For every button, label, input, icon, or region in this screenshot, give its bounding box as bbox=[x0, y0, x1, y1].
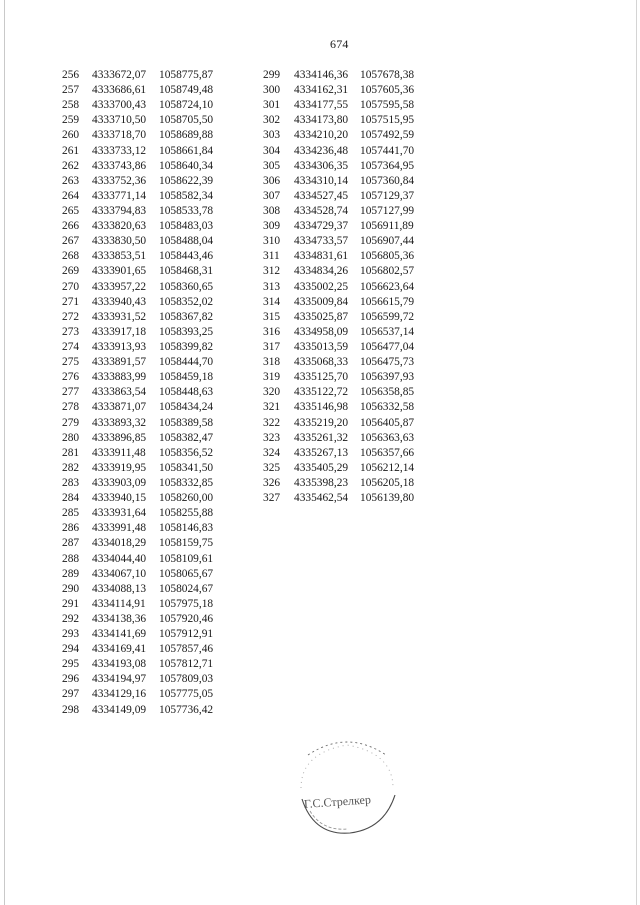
coordinate-row bbox=[62, 370, 229, 385]
y-coordinate: 1057605,36 bbox=[360, 84, 415, 97]
point-number: 314 bbox=[263, 295, 281, 308]
coordinate-row bbox=[62, 536, 229, 551]
x-coordinate: 4333940,15 bbox=[92, 492, 147, 505]
coordinate-row bbox=[62, 657, 229, 672]
point-number: 297 bbox=[62, 688, 80, 701]
y-coordinate: 1057678,38 bbox=[360, 69, 415, 81]
x-coordinate: 4333710,50 bbox=[92, 114, 147, 127]
y-coordinate: 1058483,03 bbox=[159, 220, 214, 233]
x-coordinate: 4334114,91 bbox=[92, 597, 146, 610]
y-coordinate: 1056139,80 bbox=[360, 492, 415, 505]
y-coordinate: 1056599,72 bbox=[360, 310, 415, 323]
x-coordinate: 4333931,52 bbox=[92, 310, 147, 323]
x-coordinate: 4334193,08 bbox=[92, 658, 147, 671]
coordinate-row bbox=[263, 295, 430, 310]
y-coordinate: 1056802,57 bbox=[360, 265, 415, 278]
coordinate-row bbox=[62, 98, 229, 113]
scan-edge-left bbox=[4, 0, 5, 905]
x-coordinate: 4334044,40 bbox=[92, 552, 147, 565]
point-number: 312 bbox=[263, 265, 281, 278]
point-number: 318 bbox=[263, 356, 281, 369]
coordinate-row bbox=[62, 491, 229, 506]
x-coordinate: 4334141,69 bbox=[92, 628, 147, 641]
x-coordinate: 4334169,41 bbox=[92, 643, 147, 656]
coordinate-row bbox=[62, 83, 229, 98]
y-coordinate: 1056363,63 bbox=[360, 431, 415, 444]
x-coordinate: 4333940,43 bbox=[92, 295, 147, 308]
coordinate-row bbox=[263, 310, 430, 325]
y-coordinate: 1056911,89 bbox=[360, 220, 414, 233]
coordinate-row bbox=[263, 128, 430, 143]
coordinate-row bbox=[62, 234, 229, 249]
stamp-signature-text: Г.С.Стрелкер bbox=[303, 792, 372, 811]
y-coordinate: 1058582,34 bbox=[159, 189, 214, 202]
point-number: 275 bbox=[62, 356, 80, 369]
point-number: 316 bbox=[263, 325, 281, 338]
y-coordinate: 1057364,95 bbox=[360, 159, 415, 172]
y-coordinate: 1058724,10 bbox=[159, 99, 214, 112]
point-number: 325 bbox=[263, 461, 281, 474]
coordinate-row bbox=[62, 446, 229, 461]
coordinate-row bbox=[263, 144, 430, 159]
point-number: 261 bbox=[62, 144, 80, 157]
coordinate-row bbox=[62, 174, 229, 189]
y-coordinate: 1058399,82 bbox=[159, 340, 214, 353]
point-number: 298 bbox=[62, 703, 80, 716]
point-number: 259 bbox=[62, 114, 80, 127]
x-coordinate: 4333901,65 bbox=[92, 265, 147, 278]
x-coordinate: 4334834,26 bbox=[294, 265, 349, 278]
point-number: 271 bbox=[62, 295, 80, 308]
y-coordinate: 1058367,82 bbox=[159, 310, 214, 323]
point-number: 321 bbox=[263, 401, 281, 414]
point-number: 322 bbox=[263, 416, 281, 429]
point-number: 263 bbox=[62, 174, 80, 187]
y-coordinate: 1056537,14 bbox=[360, 325, 415, 338]
page-number: 674 bbox=[330, 37, 349, 51]
x-coordinate: 4334236,48 bbox=[294, 144, 349, 157]
y-coordinate: 1058109,61 bbox=[159, 552, 214, 565]
x-coordinate: 4334733,57 bbox=[294, 235, 349, 248]
point-number: 300 bbox=[263, 84, 281, 97]
coordinate-row bbox=[263, 400, 430, 415]
point-number: 287 bbox=[62, 537, 80, 550]
coordinate-row bbox=[62, 552, 229, 567]
y-coordinate: 1057360,84 bbox=[360, 174, 415, 187]
x-coordinate: 4333917,18 bbox=[92, 325, 147, 338]
point-number: 293 bbox=[62, 628, 80, 641]
coordinate-row bbox=[263, 370, 430, 385]
coordinate-row bbox=[263, 189, 430, 204]
coordinate-row bbox=[62, 642, 229, 657]
y-coordinate: 1058488,04 bbox=[159, 235, 214, 248]
point-number: 308 bbox=[263, 204, 281, 217]
y-coordinate: 1058533,78 bbox=[159, 204, 214, 217]
point-number: 268 bbox=[62, 250, 80, 263]
coordinate-row bbox=[263, 234, 430, 249]
x-coordinate: 4333771,14 bbox=[92, 189, 147, 202]
x-coordinate: 4333957,22 bbox=[92, 280, 147, 293]
y-coordinate: 1058468,31 bbox=[159, 265, 214, 278]
coordinate-row bbox=[263, 68, 430, 83]
coordinate-row bbox=[263, 264, 430, 279]
coordinate-row bbox=[62, 506, 229, 521]
point-number: 278 bbox=[62, 401, 80, 414]
y-coordinate: 1056358,85 bbox=[360, 386, 415, 399]
point-number: 286 bbox=[62, 522, 80, 535]
y-coordinate: 1057595,58 bbox=[360, 99, 415, 112]
y-coordinate: 1057515,95 bbox=[360, 114, 415, 127]
point-number: 284 bbox=[62, 492, 80, 505]
point-number: 273 bbox=[62, 325, 80, 338]
x-coordinate: 4334088,13 bbox=[92, 582, 147, 595]
coordinate-table-left bbox=[62, 68, 229, 718]
point-number: 313 bbox=[263, 280, 281, 293]
point-number: 256 bbox=[62, 69, 80, 81]
y-coordinate: 1058360,65 bbox=[159, 280, 214, 293]
y-coordinate: 1058661,84 bbox=[159, 144, 214, 157]
x-coordinate: 4335068,33 bbox=[294, 356, 349, 369]
point-number: 282 bbox=[62, 461, 80, 474]
coordinate-row bbox=[62, 582, 229, 597]
y-coordinate: 1058382,47 bbox=[159, 431, 214, 444]
coordinate-row bbox=[263, 431, 430, 446]
point-number: 307 bbox=[263, 189, 281, 202]
x-coordinate: 4334527,45 bbox=[294, 189, 349, 202]
point-number: 257 bbox=[62, 84, 80, 97]
x-coordinate: 4334067,10 bbox=[92, 567, 147, 580]
coordinate-row bbox=[263, 461, 430, 476]
y-coordinate: 1058448,63 bbox=[159, 386, 214, 399]
x-coordinate: 4333794,83 bbox=[92, 204, 147, 217]
y-coordinate: 1058389,58 bbox=[159, 416, 214, 429]
coordinate-row bbox=[62, 128, 229, 143]
coordinate-row bbox=[62, 672, 229, 687]
point-number: 258 bbox=[62, 99, 80, 112]
y-coordinate: 1057857,46 bbox=[159, 643, 214, 656]
coordinate-row bbox=[62, 204, 229, 219]
point-number: 285 bbox=[62, 507, 80, 520]
coordinate-row bbox=[263, 280, 430, 295]
y-coordinate: 1057129,37 bbox=[360, 189, 415, 202]
point-number: 288 bbox=[62, 552, 80, 565]
coordinate-row bbox=[62, 627, 229, 642]
coordinate-row bbox=[62, 567, 229, 582]
y-coordinate: 1058356,52 bbox=[159, 446, 214, 459]
x-coordinate: 4333700,43 bbox=[92, 99, 147, 112]
coordinate-row bbox=[263, 219, 430, 234]
x-coordinate: 4335219,20 bbox=[294, 416, 349, 429]
y-coordinate: 1058341,50 bbox=[159, 461, 214, 474]
coordinate-row bbox=[263, 340, 430, 355]
y-coordinate: 1058065,67 bbox=[159, 567, 214, 580]
x-coordinate: 4333743,86 bbox=[92, 159, 147, 172]
x-coordinate: 4333893,32 bbox=[92, 416, 147, 429]
x-coordinate: 4334146,36 bbox=[294, 69, 349, 81]
point-number: 280 bbox=[62, 431, 80, 444]
x-coordinate: 4334306,35 bbox=[294, 159, 349, 172]
coordinate-row bbox=[62, 521, 229, 536]
y-coordinate: 1058159,75 bbox=[159, 537, 214, 550]
coordinate-row bbox=[263, 159, 430, 174]
x-coordinate: 4333686,61 bbox=[92, 84, 147, 97]
y-coordinate: 1058749,48 bbox=[159, 84, 214, 97]
point-number: 320 bbox=[263, 386, 281, 399]
y-coordinate: 1056205,18 bbox=[360, 476, 415, 489]
x-coordinate: 4333733,12 bbox=[92, 144, 147, 157]
point-number: 326 bbox=[263, 476, 281, 489]
point-number: 304 bbox=[263, 144, 281, 157]
y-coordinate: 1058434,24 bbox=[159, 401, 214, 414]
coordinate-row bbox=[62, 340, 229, 355]
y-coordinate: 1058260,00 bbox=[159, 492, 214, 505]
point-number: 290 bbox=[62, 582, 80, 595]
point-number: 319 bbox=[263, 371, 281, 384]
y-coordinate: 1058146,83 bbox=[159, 522, 214, 535]
y-coordinate: 1057912,91 bbox=[159, 628, 214, 641]
x-coordinate: 4333883,99 bbox=[92, 371, 147, 384]
y-coordinate: 1058393,25 bbox=[159, 325, 214, 338]
y-coordinate: 1058622,39 bbox=[159, 174, 214, 187]
point-number: 279 bbox=[62, 416, 80, 429]
coordinate-row bbox=[62, 400, 229, 415]
y-coordinate: 1058775,87 bbox=[159, 69, 214, 81]
x-coordinate: 4335405,29 bbox=[294, 461, 349, 474]
y-coordinate: 1056615,79 bbox=[360, 295, 415, 308]
x-coordinate: 4335009,84 bbox=[294, 295, 349, 308]
x-coordinate: 4334149,09 bbox=[92, 703, 147, 716]
point-number: 305 bbox=[263, 159, 281, 172]
point-number: 283 bbox=[62, 476, 80, 489]
y-coordinate: 1058443,46 bbox=[159, 250, 214, 263]
point-number: 281 bbox=[62, 446, 80, 459]
signature-stamp bbox=[292, 733, 402, 843]
point-number: 274 bbox=[62, 340, 80, 353]
y-coordinate: 1058352,02 bbox=[159, 295, 214, 308]
x-coordinate: 4335013,59 bbox=[294, 340, 349, 353]
x-coordinate: 4334129,16 bbox=[92, 688, 147, 701]
coordinate-row bbox=[62, 219, 229, 234]
y-coordinate: 1057492,59 bbox=[360, 129, 415, 142]
coordinate-row bbox=[62, 416, 229, 431]
x-coordinate: 4334173,80 bbox=[294, 114, 349, 127]
point-number: 267 bbox=[62, 235, 80, 248]
x-coordinate: 4335125,70 bbox=[294, 371, 349, 384]
coordinate-row bbox=[62, 703, 229, 718]
x-coordinate: 4334177,55 bbox=[294, 99, 349, 112]
x-coordinate: 4333919,95 bbox=[92, 461, 147, 474]
point-number: 266 bbox=[62, 220, 80, 233]
x-coordinate: 4334310,14 bbox=[294, 174, 349, 187]
point-number: 295 bbox=[62, 658, 80, 671]
y-coordinate: 1058255,88 bbox=[159, 507, 214, 520]
coordinate-row bbox=[62, 461, 229, 476]
y-coordinate: 1057812,71 bbox=[159, 658, 214, 671]
point-number: 289 bbox=[62, 567, 80, 580]
point-number: 260 bbox=[62, 129, 80, 142]
scan-edge-right bbox=[636, 0, 637, 905]
y-coordinate: 1057736,42 bbox=[159, 703, 214, 716]
point-number: 292 bbox=[62, 612, 80, 625]
point-number: 299 bbox=[263, 69, 281, 81]
point-number: 302 bbox=[263, 114, 281, 127]
point-number: 303 bbox=[263, 129, 281, 142]
coordinate-row bbox=[62, 295, 229, 310]
coordinate-row bbox=[263, 476, 430, 491]
y-coordinate: 1058459,18 bbox=[159, 371, 214, 384]
y-coordinate: 1057127,99 bbox=[360, 204, 415, 217]
y-coordinate: 1058332,85 bbox=[159, 476, 214, 489]
x-coordinate: 4335462,54 bbox=[294, 492, 349, 505]
stamp-graphic bbox=[292, 733, 402, 843]
coordinate-row bbox=[62, 612, 229, 627]
point-number: 276 bbox=[62, 371, 80, 384]
x-coordinate: 4335122,72 bbox=[294, 386, 349, 399]
coordinate-row bbox=[263, 416, 430, 431]
point-number: 265 bbox=[62, 204, 80, 217]
y-coordinate: 1056475,73 bbox=[360, 356, 415, 369]
y-coordinate: 1058689,88 bbox=[159, 129, 214, 142]
x-coordinate: 4333911,48 bbox=[92, 446, 146, 459]
coordinate-row bbox=[263, 113, 430, 128]
coordinate-row bbox=[62, 687, 229, 702]
point-number: 327 bbox=[263, 492, 281, 505]
point-number: 270 bbox=[62, 280, 80, 293]
point-number: 294 bbox=[62, 643, 80, 656]
x-coordinate: 4335267,13 bbox=[294, 446, 349, 459]
coordinate-row bbox=[263, 249, 430, 264]
x-coordinate: 4333891,57 bbox=[92, 356, 147, 369]
y-coordinate: 1056357,66 bbox=[360, 446, 415, 459]
y-coordinate: 1058024,67 bbox=[159, 582, 214, 595]
y-coordinate: 1056477,04 bbox=[360, 340, 415, 353]
coordinate-row bbox=[62, 68, 229, 83]
y-coordinate: 1058640,34 bbox=[159, 159, 214, 172]
y-coordinate: 1056332,58 bbox=[360, 401, 415, 414]
x-coordinate: 4335002,25 bbox=[294, 280, 349, 293]
coordinate-row bbox=[263, 491, 430, 506]
x-coordinate: 4333871,07 bbox=[92, 401, 147, 414]
point-number: 306 bbox=[263, 174, 281, 187]
y-coordinate: 1057441,70 bbox=[360, 144, 415, 157]
coordinate-row bbox=[263, 325, 430, 340]
y-coordinate: 1058444,70 bbox=[159, 356, 214, 369]
x-coordinate: 4335025,87 bbox=[294, 310, 349, 323]
x-coordinate: 4334528,74 bbox=[294, 204, 349, 217]
x-coordinate: 4333896,85 bbox=[92, 431, 147, 444]
coordinate-row bbox=[263, 204, 430, 219]
coordinate-row bbox=[263, 385, 430, 400]
point-number: 296 bbox=[62, 673, 80, 686]
x-coordinate: 4334210,20 bbox=[294, 129, 349, 142]
coordinate-row bbox=[263, 355, 430, 370]
point-number: 272 bbox=[62, 310, 80, 323]
point-number: 262 bbox=[62, 159, 80, 172]
y-coordinate: 1056405,87 bbox=[360, 416, 415, 429]
coordinate-row bbox=[62, 325, 229, 340]
coordinate-row bbox=[62, 310, 229, 325]
coordinate-row bbox=[62, 264, 229, 279]
coordinate-row bbox=[62, 249, 229, 264]
x-coordinate: 4334831,61 bbox=[294, 250, 349, 263]
coordinate-row bbox=[263, 83, 430, 98]
x-coordinate: 4335398,23 bbox=[294, 476, 349, 489]
x-coordinate: 4334958,09 bbox=[294, 325, 349, 338]
point-number: 311 bbox=[263, 250, 280, 263]
coordinate-table-right bbox=[263, 68, 430, 506]
coordinate-row bbox=[263, 98, 430, 113]
point-number: 264 bbox=[62, 189, 80, 202]
x-coordinate: 4333820,63 bbox=[92, 220, 147, 233]
point-number: 277 bbox=[62, 386, 80, 399]
y-coordinate: 1057920,46 bbox=[159, 612, 214, 625]
x-coordinate: 4334018,29 bbox=[92, 537, 147, 550]
x-coordinate: 4334138,36 bbox=[92, 612, 147, 625]
coordinate-row bbox=[263, 446, 430, 461]
x-coordinate: 4333830,50 bbox=[92, 235, 147, 248]
y-coordinate: 1057809,03 bbox=[159, 673, 214, 686]
y-coordinate: 1058705,50 bbox=[159, 114, 214, 127]
x-coordinate: 4333853,51 bbox=[92, 250, 147, 263]
coordinate-row bbox=[62, 189, 229, 204]
x-coordinate: 4333718,70 bbox=[92, 129, 147, 142]
point-number: 315 bbox=[263, 310, 281, 323]
x-coordinate: 4333913,93 bbox=[92, 340, 147, 353]
x-coordinate: 4333931,64 bbox=[92, 507, 147, 520]
coordinate-row bbox=[62, 113, 229, 128]
x-coordinate: 4333863,54 bbox=[92, 386, 147, 399]
y-coordinate: 1057975,18 bbox=[159, 597, 214, 610]
y-coordinate: 1056907,44 bbox=[360, 235, 415, 248]
coordinate-row bbox=[62, 355, 229, 370]
coordinate-row bbox=[62, 280, 229, 295]
x-coordinate: 4333672,07 bbox=[92, 69, 147, 81]
point-number: 324 bbox=[263, 446, 281, 459]
x-coordinate: 4334194,97 bbox=[92, 673, 147, 686]
y-coordinate: 1056212,14 bbox=[360, 461, 415, 474]
point-number: 310 bbox=[263, 235, 281, 248]
coordinate-row bbox=[62, 144, 229, 159]
point-number: 323 bbox=[263, 431, 281, 444]
coordinate-row bbox=[62, 476, 229, 491]
point-number: 317 bbox=[263, 340, 281, 353]
coordinate-row bbox=[62, 159, 229, 174]
x-coordinate: 4335261,32 bbox=[294, 431, 349, 444]
point-number: 291 bbox=[62, 597, 80, 610]
coordinate-row bbox=[62, 597, 229, 612]
point-number: 309 bbox=[263, 220, 281, 233]
x-coordinate: 4334729,37 bbox=[294, 220, 349, 233]
y-coordinate: 1056623,64 bbox=[360, 280, 415, 293]
x-coordinate: 4333903,09 bbox=[92, 476, 147, 489]
point-number: 301 bbox=[263, 99, 281, 112]
coordinate-row bbox=[62, 431, 229, 446]
y-coordinate: 1057775,05 bbox=[159, 688, 214, 701]
x-coordinate: 4335146,98 bbox=[294, 401, 349, 414]
x-coordinate: 4333991,48 bbox=[92, 522, 147, 535]
x-coordinate: 4334162,31 bbox=[294, 84, 349, 97]
y-coordinate: 1056397,93 bbox=[360, 371, 415, 384]
coordinate-row bbox=[62, 385, 229, 400]
point-number: 269 bbox=[62, 265, 80, 278]
y-coordinate: 1056805,36 bbox=[360, 250, 415, 263]
coordinate-row bbox=[263, 174, 430, 189]
x-coordinate: 4333752,36 bbox=[92, 174, 147, 187]
